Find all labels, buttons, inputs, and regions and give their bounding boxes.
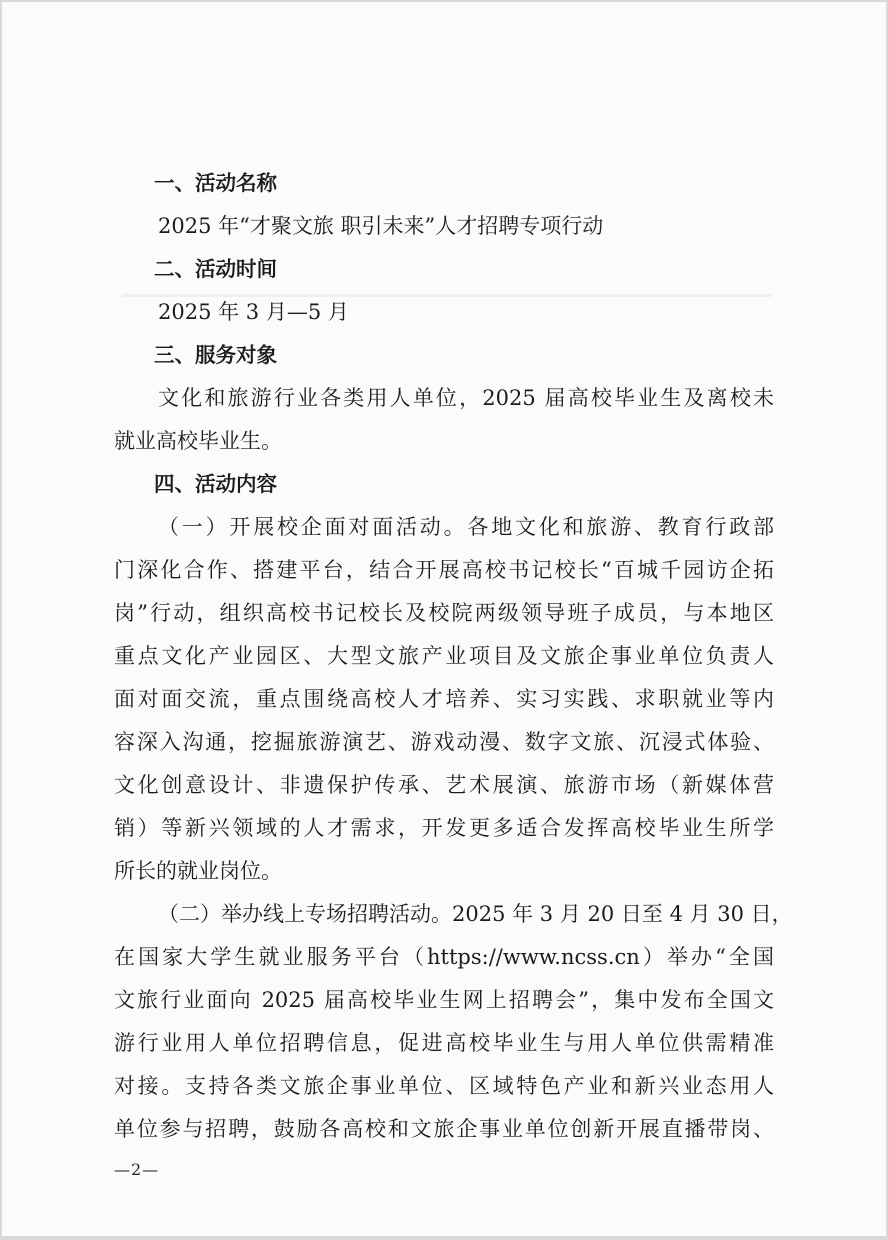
document-page — [2, 2, 886, 1236]
section-3-line-2: 就业高校毕业生。 — [114, 429, 282, 453]
section-heading-1: 一、活动名称 — [154, 171, 277, 195]
page-number: —2— — [114, 1160, 160, 1179]
section-2-line-1: 2025 年 3 月—5 月 — [158, 300, 349, 324]
paragraph-2-line-3: 文旅行业面向 2025 届高校毕业生网上招聘会”，集中发布全国文 — [114, 988, 774, 1012]
section-3-line-1: 文化和旅游行业各类用人单位，2025 届高校毕业生及离校未 — [158, 386, 774, 410]
paragraph-1-line-5: 面对面交流，重点围绕高校人才培养、实习实践、求职就业等内 — [114, 687, 774, 711]
paragraph-2-line-6: 单位参与招聘，鼓励各高校和文旅企事业单位创新开展直播带岗、 — [114, 1117, 774, 1141]
paragraph-1-line-3: 岗”行动，组织高校书记校长及校院两级领导班子成员，与本地区 — [114, 601, 774, 625]
section-heading-4: 四、活动内容 — [154, 472, 277, 496]
paragraph-2-line-5: 对接。支持各类文旅企事业单位、区域特色产业和新兴业态用人 — [114, 1074, 774, 1098]
paragraph-2-line-2: 在国家大学生就业服务平台（https://www.ncss.cn）举办“全国 — [114, 945, 774, 969]
section-1-line-1: 2025 年“才聚文旅 职引未来”人才招聘专项行动 — [158, 214, 604, 238]
paragraph-2-line-1: （二）举办线上专场招聘活动。2025 年 3 月 20 日至 4 月 30 日， — [158, 902, 793, 926]
paragraph-1-line-6: 容深入沟通，挖掘旅游演艺、游戏动漫、数字文旅、沉浸式体验、 — [114, 730, 774, 754]
paragraph-1-line-7: 文化创意设计、非遗保护传承、艺术展演、旅游市场（新媒体营 — [114, 773, 774, 797]
section-heading-2: 二、活动时间 — [154, 257, 277, 281]
paragraph-1-line-8: 销）等新兴领域的人才需求，开发更多适合发挥高校毕业生所学 — [114, 816, 774, 840]
section-heading-3: 三、服务对象 — [154, 343, 277, 367]
paragraph-1-line-2: 门深化合作、搭建平台，结合开展高校书记校长“百城千园访企拓 — [114, 558, 774, 582]
paragraph-1-line-9: 所长的就业岗位。 — [114, 859, 282, 883]
document-body — [114, 162, 793, 1151]
paragraph-2-line-4: 游行业用人单位招聘信息，促进高校毕业生与用人单位供需精准 — [114, 1031, 774, 1055]
paragraph-1-line-1: （一）开展校企面对面活动。各地文化和旅游、教育行政部 — [158, 515, 774, 539]
paragraph-1-line-4: 重点文化产业园区、大型文旅产业项目及文旅企事业单位负责人 — [114, 644, 774, 668]
